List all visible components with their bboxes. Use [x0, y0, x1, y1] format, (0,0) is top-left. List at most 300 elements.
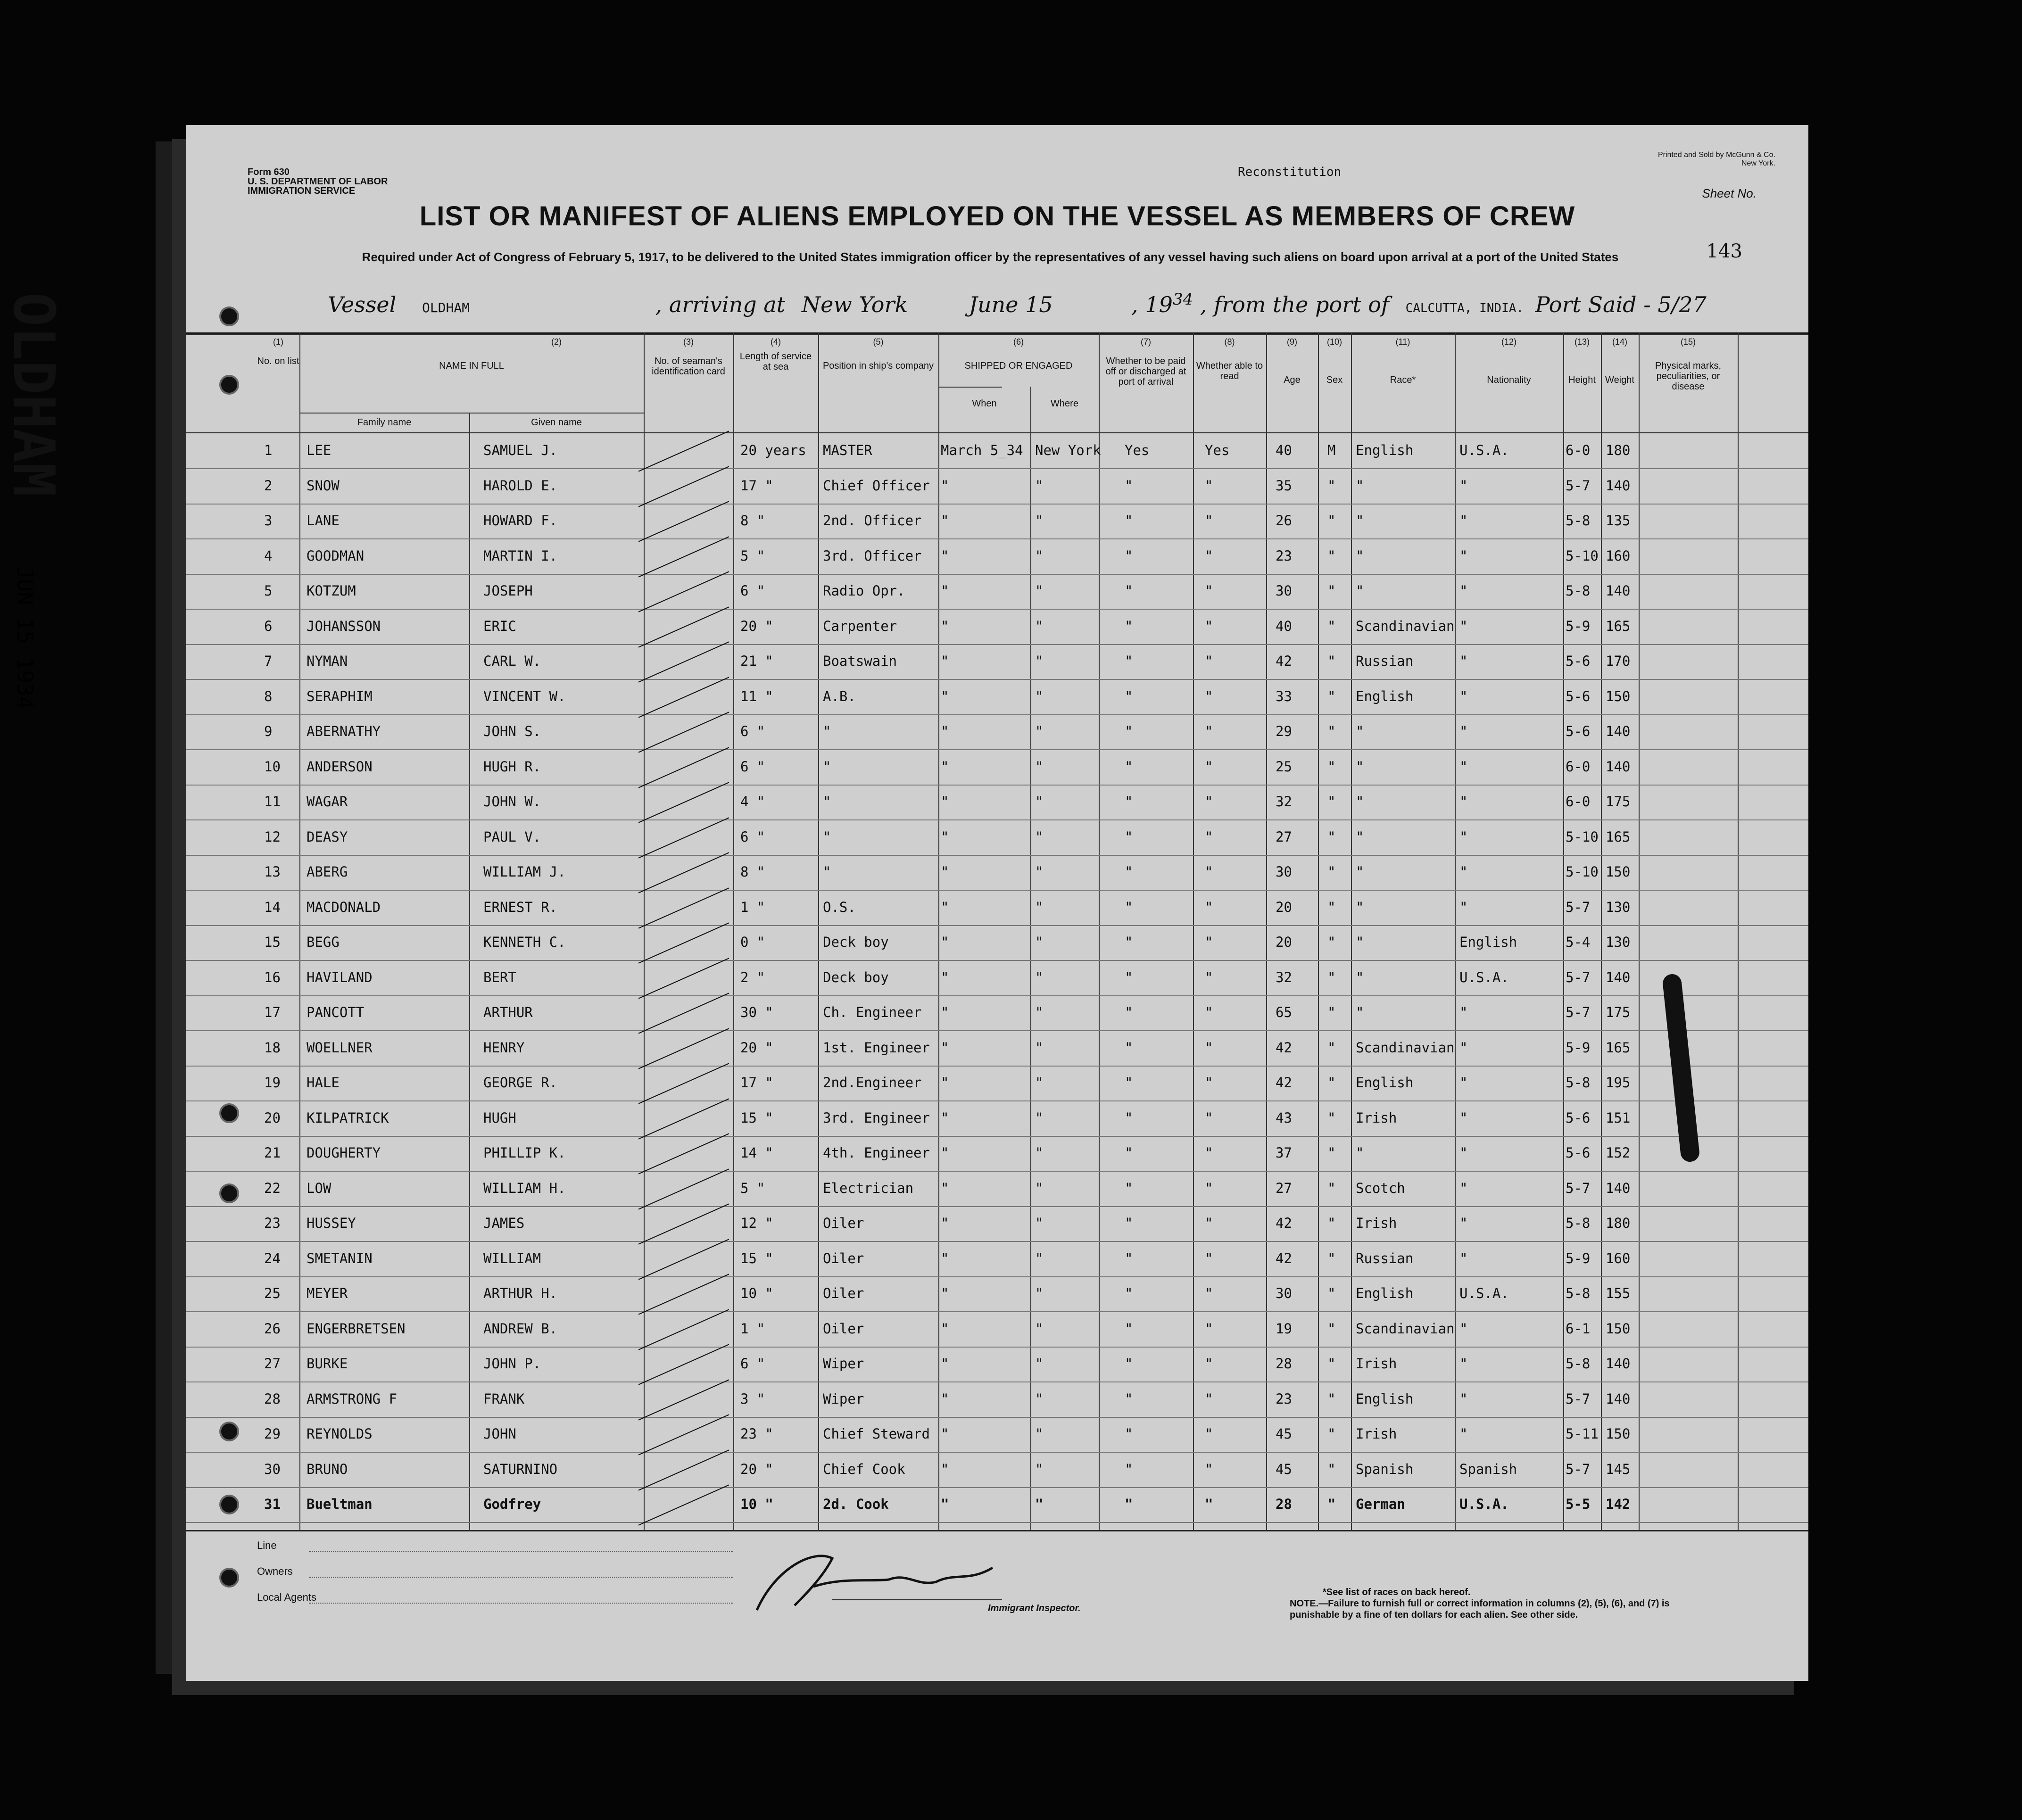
- cell-weight: 152: [1606, 1145, 1631, 1161]
- cell-shipped-where: ": [1035, 1145, 1044, 1161]
- cell-age: 26: [1276, 513, 1292, 529]
- table-row: [186, 1382, 1808, 1417]
- cell-row-number: 8: [264, 688, 273, 704]
- cell-weight: 140: [1606, 477, 1631, 494]
- footer-owners-rule: [309, 1577, 733, 1578]
- id-card-slash: [638, 993, 729, 1034]
- cell-paid-off: ": [1125, 583, 1133, 599]
- table-row: [186, 469, 1808, 504]
- cell-row-number: 2: [264, 477, 273, 494]
- cell-shipped-where: ": [1035, 1075, 1044, 1091]
- id-card-slash: [638, 711, 729, 753]
- cell-given-name: CARL W.: [483, 653, 541, 669]
- cell-sex: ": [1327, 758, 1336, 775]
- cell-able-to-read: ": [1205, 794, 1213, 810]
- punch-hole: [219, 1568, 239, 1588]
- cell-family-name: HAVILAND: [307, 969, 373, 985]
- cell-shipped-when: ": [941, 618, 949, 634]
- cell-height: 5-7: [1566, 969, 1591, 985]
- cell-weight: 160: [1606, 1250, 1631, 1266]
- cell-given-name: VINCENT W.: [483, 688, 566, 704]
- cell-able-to-read: ": [1205, 583, 1213, 599]
- cell-paid-off: ": [1125, 758, 1133, 775]
- table-row: [186, 891, 1808, 926]
- cell-weight: 155: [1606, 1285, 1631, 1301]
- cell-age: 42: [1276, 1215, 1292, 1231]
- cell-service-length: 8 ": [740, 864, 765, 880]
- cell-shipped-when: ": [941, 758, 949, 775]
- cell-position: ": [823, 758, 831, 775]
- cell-shipped-when: ": [941, 1109, 949, 1126]
- id-card-slash: [638, 1063, 729, 1104]
- cell-age: 37: [1276, 1145, 1292, 1161]
- table-row: [186, 855, 1808, 890]
- table-row: [186, 715, 1808, 750]
- cell-age: 28: [1276, 1356, 1292, 1372]
- cell-paid-off: ": [1125, 1215, 1133, 1231]
- cell-able-to-read: ": [1205, 864, 1213, 880]
- cell-shipped-where: ": [1035, 1004, 1044, 1020]
- cell-paid-off: ": [1125, 688, 1133, 704]
- table-row: [186, 1031, 1808, 1066]
- cell-race: Irish: [1356, 1426, 1397, 1442]
- table-row: [186, 820, 1808, 855]
- cell-shipped-where: ": [1035, 1180, 1044, 1196]
- cell-service-length: 30 ": [740, 1004, 773, 1020]
- cell-position: ": [823, 828, 831, 845]
- table-row: [186, 1136, 1808, 1171]
- cell-able-to-read: ": [1205, 934, 1213, 950]
- cell-able-to-read: ": [1205, 899, 1213, 915]
- table-row: [186, 504, 1808, 539]
- cell-paid-off: ": [1125, 899, 1133, 915]
- id-card-slash: [638, 1168, 729, 1209]
- cell-shipped-when: ": [941, 794, 949, 810]
- cell-weight: 195: [1606, 1075, 1631, 1091]
- cell-able-to-read: ": [1205, 1356, 1213, 1372]
- cell-position: Ch. Engineer: [823, 1004, 922, 1020]
- cell-shipped-when: March 5_34: [941, 442, 1023, 458]
- cell-given-name: HOWARD F.: [483, 513, 558, 529]
- cell-row-number: 13: [264, 864, 281, 880]
- cell-weight: 140: [1606, 1390, 1631, 1407]
- cell-given-name: FRANK: [483, 1390, 525, 1407]
- id-card-slash: [638, 782, 729, 823]
- cell-service-length: 14 ": [740, 1145, 773, 1161]
- cell-row-number: 20: [264, 1109, 281, 1126]
- cell-shipped-where: ": [1035, 583, 1044, 599]
- cell-shipped-where: ": [1035, 934, 1044, 950]
- cell-race: Scandinavian: [1356, 1320, 1455, 1337]
- table-row: [186, 574, 1808, 609]
- cell-paid-off: ": [1125, 1461, 1133, 1477]
- cell-given-name: ARTHUR: [483, 1004, 533, 1020]
- cell-nationality: ": [1459, 547, 1468, 564]
- cell-able-to-read: ": [1205, 1180, 1213, 1196]
- cell-weight: 150: [1606, 1426, 1631, 1442]
- cell-weight: 140: [1606, 583, 1631, 599]
- cell-age: 27: [1276, 828, 1292, 845]
- cell-weight: 175: [1606, 794, 1631, 810]
- cell-shipped-when: ": [941, 1356, 949, 1372]
- cell-height: 5-6: [1566, 1109, 1591, 1126]
- cell-age: 29: [1276, 723, 1292, 739]
- header-name: NAME IN FULL: [439, 361, 504, 371]
- cell-given-name: KENNETH C.: [483, 934, 566, 950]
- id-card-slash: [638, 501, 729, 542]
- cell-weight: 130: [1606, 934, 1631, 950]
- id-card-slash: [638, 1098, 729, 1139]
- col-num: (8): [1224, 337, 1235, 347]
- cell-able-to-read: ": [1205, 653, 1213, 669]
- header-where: Where: [1051, 398, 1078, 409]
- cell-shipped-when: ": [941, 864, 949, 880]
- cell-able-to-read: ": [1205, 758, 1213, 775]
- cell-position: Oiler: [823, 1215, 864, 1231]
- cell-nationality: U.S.A.: [1459, 969, 1509, 985]
- cell-paid-off: ": [1125, 794, 1133, 810]
- cell-shipped-when: ": [941, 1145, 949, 1161]
- form-label: Form 630 U. S. DEPARTMENT OF LABOR IMMIGRATION SERVICE: [248, 167, 388, 196]
- cell-row-number: 24: [264, 1250, 281, 1266]
- cell-given-name: JOHN S.: [483, 723, 541, 739]
- cell-row-number: 31: [264, 1496, 281, 1512]
- cell-paid-off: ": [1125, 1075, 1133, 1091]
- id-card-slash: [638, 430, 729, 472]
- col-num: (7): [1141, 337, 1151, 347]
- cell-given-name: PHILLIP K.: [483, 1145, 566, 1161]
- cell-age: 33: [1276, 688, 1292, 704]
- cell-weight: 142: [1606, 1496, 1631, 1512]
- cell-shipped-when: ": [941, 934, 949, 950]
- cell-shipped-when: ": [941, 969, 949, 985]
- cell-sex: M: [1327, 442, 1336, 458]
- cell-family-name: ABERNATHY: [307, 723, 381, 739]
- cell-position: 3rd. Officer: [823, 547, 922, 564]
- cell-sex: ": [1327, 1180, 1336, 1196]
- header-paidoff: Whether to be paid off or discharged at port of arrival: [1105, 356, 1186, 387]
- cell-service-length: 1 ": [740, 899, 765, 915]
- id-card-slash: [638, 1239, 729, 1280]
- cell-able-to-read: ": [1205, 969, 1213, 985]
- cell-paid-off: ": [1125, 477, 1133, 494]
- cell-race: Scandinavian: [1356, 618, 1455, 634]
- cell-weight: 175: [1606, 1004, 1631, 1020]
- cell-position: Wiper: [823, 1356, 864, 1372]
- cell-family-name: REYNOLDS: [307, 1426, 373, 1442]
- cell-nationality: ": [1459, 1426, 1468, 1442]
- table-row: [186, 785, 1808, 820]
- cell-given-name: JOHN W.: [483, 794, 541, 810]
- cell-shipped-when: ": [941, 1496, 949, 1512]
- year-prefix: , 19: [1131, 292, 1173, 318]
- cell-paid-off: ": [1125, 934, 1133, 950]
- cell-paid-off: ": [1125, 1004, 1133, 1020]
- cell-nationality: ": [1459, 1075, 1468, 1091]
- cell-age: 35: [1276, 477, 1292, 494]
- cell-sex: ": [1327, 1496, 1336, 1512]
- cell-weight: 140: [1606, 1180, 1631, 1196]
- cell-able-to-read: ": [1205, 1390, 1213, 1407]
- cell-row-number: 28: [264, 1390, 281, 1407]
- printer-credit: Printed and Sold by McGunn & Co. New York.: [1657, 151, 1775, 167]
- id-card-slash: [638, 536, 729, 577]
- cell-race: ": [1356, 899, 1364, 915]
- cell-row-number: 27: [264, 1356, 281, 1372]
- header-weight: Weight: [1605, 375, 1634, 385]
- departure-port: CALCUTTA, INDIA.: [1405, 301, 1524, 316]
- cell-weight: 140: [1606, 758, 1631, 775]
- cell-height: 5-7: [1566, 1390, 1591, 1407]
- cell-row-number: 29: [264, 1426, 281, 1442]
- cell-height: 5-11: [1566, 1426, 1599, 1442]
- cell-family-name: BRUNO: [307, 1461, 348, 1477]
- cell-sex: ": [1327, 1075, 1336, 1091]
- header-no: No. on list: [257, 356, 299, 366]
- cell-service-length: 5 ": [740, 547, 765, 564]
- cell-family-name: ENGERBRETSEN: [307, 1320, 406, 1337]
- cell-given-name: HAROLD E.: [483, 477, 558, 494]
- cell-row-number: 23: [264, 1215, 281, 1231]
- cell-weight: 165: [1606, 618, 1631, 634]
- cell-height: 5-6: [1566, 723, 1591, 739]
- cell-age: 43: [1276, 1109, 1292, 1126]
- cell-sex: ": [1327, 513, 1336, 529]
- cell-sex: ": [1327, 1215, 1336, 1231]
- cell-paid-off: ": [1125, 723, 1133, 739]
- cell-age: 42: [1276, 653, 1292, 669]
- cell-sex: ": [1327, 969, 1336, 985]
- cell-service-length: 20 ": [740, 618, 773, 634]
- cell-shipped-where: ": [1035, 653, 1044, 669]
- col-num: (11): [1395, 337, 1410, 347]
- reconstitution-stamp: Reconstitution: [1238, 165, 1342, 179]
- cell-given-name: ERIC: [483, 618, 516, 634]
- cell-family-name: JOHANSSON: [307, 618, 381, 634]
- cell-shipped-when: ": [941, 583, 949, 599]
- cell-paid-off: ": [1125, 1426, 1133, 1442]
- cell-age: 19: [1276, 1320, 1292, 1337]
- cell-nationality: ": [1459, 583, 1468, 599]
- cell-weight: 150: [1606, 688, 1631, 704]
- footer-owners-label: Owners: [257, 1565, 293, 1577]
- cell-family-name: ARMSTRONG F: [307, 1390, 398, 1407]
- cell-sex: ": [1327, 547, 1336, 564]
- cell-race: German: [1356, 1496, 1405, 1512]
- cell-weight: 140: [1606, 969, 1631, 985]
- cell-race: ": [1356, 794, 1364, 810]
- cell-service-length: 3 ": [740, 1390, 765, 1407]
- cell-family-name: HALE: [307, 1075, 340, 1091]
- cell-position: A.B.: [823, 688, 856, 704]
- cell-nationality: ": [1459, 1180, 1468, 1196]
- cell-service-length: 15 ": [740, 1250, 773, 1266]
- cell-weight: 135: [1606, 513, 1631, 529]
- cell-nationality: ": [1459, 1004, 1468, 1020]
- cell-shipped-when: ": [941, 828, 949, 845]
- header-when: When: [972, 398, 997, 409]
- cell-sex: ": [1327, 1285, 1336, 1301]
- col-num: (15): [1680, 337, 1696, 347]
- cell-shipped-when: ": [941, 1039, 949, 1056]
- cell-race: ": [1356, 864, 1364, 880]
- cell-paid-off: ": [1125, 513, 1133, 529]
- cell-race: English: [1356, 688, 1414, 704]
- cell-family-name: BEGG: [307, 934, 340, 950]
- table-row: [186, 1207, 1808, 1241]
- cell-service-length: 6 ": [740, 758, 765, 775]
- cell-height: 5-8: [1566, 583, 1591, 599]
- cell-position: Oiler: [823, 1250, 864, 1266]
- cell-position: Chief Cook: [823, 1461, 905, 1477]
- cell-able-to-read: ": [1205, 618, 1213, 634]
- cell-weight: 160: [1606, 547, 1631, 564]
- cell-sex: ": [1327, 653, 1336, 669]
- id-card-slash: [638, 922, 729, 963]
- col-num: (3): [683, 337, 694, 347]
- table-row: [186, 961, 1808, 996]
- id-card-slash: [638, 641, 729, 682]
- cell-height: 5-9: [1566, 1039, 1591, 1056]
- cell-family-name: WOELLNER: [307, 1039, 373, 1056]
- cell-able-to-read: ": [1205, 688, 1213, 704]
- col-num: (5): [873, 337, 884, 347]
- cell-race: ": [1356, 1004, 1364, 1020]
- cell-row-number: 9: [264, 723, 273, 739]
- cell-given-name: ERNEST R.: [483, 899, 558, 915]
- cell-nationality: ": [1459, 477, 1468, 494]
- cell-shipped-where: ": [1035, 969, 1044, 985]
- cell-height: 5-6: [1566, 688, 1591, 704]
- cell-shipped-when: ": [941, 1426, 949, 1442]
- cell-family-name: KILPATRICK: [307, 1109, 389, 1126]
- id-card-slash: [638, 1414, 729, 1455]
- cell-given-name: PAUL V.: [483, 828, 541, 845]
- id-card-slash: [638, 747, 729, 788]
- table-row: [186, 680, 1808, 715]
- cell-shipped-where: ": [1035, 513, 1044, 529]
- cell-family-name: DOUGHERTY: [307, 1145, 381, 1161]
- margin-date: JUN 15 1934: [12, 566, 38, 710]
- vessel-line: [328, 290, 1707, 317]
- table-row: [186, 645, 1808, 679]
- cell-height: 5-8: [1566, 513, 1591, 529]
- cell-age: 42: [1276, 1039, 1292, 1056]
- cell-able-to-read: ": [1205, 1109, 1213, 1126]
- footer-notes: [1290, 1587, 1714, 1621]
- cell-service-length: 4 ": [740, 794, 765, 810]
- cell-shipped-where: ": [1035, 1356, 1044, 1372]
- header-age: Age: [1284, 375, 1301, 385]
- cell-nationality: ": [1459, 1145, 1468, 1161]
- cell-height: 5-6: [1566, 653, 1591, 669]
- cell-nationality: U.S.A.: [1459, 1496, 1509, 1512]
- cell-family-name: LOW: [307, 1180, 331, 1196]
- cell-nationality: ": [1459, 513, 1468, 529]
- cell-row-number: 22: [264, 1180, 281, 1196]
- header-shipped: SHIPPED OR ENGAGED: [964, 361, 1073, 371]
- cell-able-to-read: ": [1205, 1320, 1213, 1337]
- cell-service-length: 10 ": [740, 1285, 773, 1301]
- col-num: (10): [1326, 337, 1342, 347]
- cell-sex: ": [1327, 1390, 1336, 1407]
- cell-given-name: GEORGE R.: [483, 1075, 558, 1091]
- arrival-year: 34: [1172, 290, 1193, 309]
- cell-paid-off: ": [1125, 618, 1133, 634]
- cell-shipped-where: ": [1035, 899, 1044, 915]
- cell-sex: ": [1327, 1004, 1336, 1020]
- cell-weight: 150: [1606, 864, 1631, 880]
- cell-row-number: 3: [264, 513, 273, 529]
- cell-height: 5-10: [1566, 828, 1599, 845]
- cell-family-name: KOTZUM: [307, 583, 356, 599]
- cell-weight: 151: [1606, 1109, 1631, 1126]
- cell-position: Carpenter: [823, 618, 897, 634]
- id-card-slash: [638, 958, 729, 999]
- cell-shipped-where: ": [1035, 1426, 1044, 1442]
- cell-race: ": [1356, 583, 1364, 599]
- table-row: [186, 1066, 1808, 1101]
- cell-race: Scotch: [1356, 1180, 1405, 1196]
- cell-race: ": [1356, 828, 1364, 845]
- cell-race: English: [1356, 1285, 1414, 1301]
- cell-paid-off: ": [1125, 1356, 1133, 1372]
- cell-age: 42: [1276, 1075, 1292, 1091]
- cell-family-name: GOODMAN: [307, 547, 365, 564]
- cell-family-name: LEE: [307, 442, 331, 458]
- cell-able-to-read: ": [1205, 1285, 1213, 1301]
- cell-given-name: WILLIAM J.: [483, 864, 566, 880]
- cell-height: 5-10: [1566, 547, 1599, 564]
- cell-nationality: ": [1459, 723, 1468, 739]
- manifest-sheet: [186, 125, 1808, 1681]
- cell-race: ": [1356, 547, 1364, 564]
- cell-age: 40: [1276, 618, 1292, 634]
- cell-nationality: ": [1459, 1250, 1468, 1266]
- cell-race: ": [1356, 758, 1364, 775]
- cell-family-name: SNOW: [307, 477, 340, 494]
- cell-nationality: ": [1459, 688, 1468, 704]
- cell-service-length: 10 ": [740, 1496, 773, 1512]
- cell-able-to-read: ": [1205, 1215, 1213, 1231]
- cell-row-number: 18: [264, 1039, 281, 1056]
- cell-shipped-when: ": [941, 1320, 949, 1337]
- cell-shipped-when: ": [941, 899, 949, 915]
- cell-shipped-where: ": [1035, 1320, 1044, 1337]
- id-card-slash: [638, 1344, 729, 1385]
- vessel-label: Vessel: [328, 292, 397, 318]
- cell-paid-off: ": [1125, 1109, 1133, 1126]
- cell-height: 5-7: [1566, 477, 1591, 494]
- cell-row-number: 25: [264, 1285, 281, 1301]
- arrival-port: New York: [801, 292, 908, 318]
- header-idcard: No. of seaman's identification card: [652, 356, 725, 377]
- cell-shipped-where: ": [1035, 794, 1044, 810]
- cell-race: ": [1356, 934, 1364, 950]
- cell-nationality: ": [1459, 1320, 1468, 1337]
- cell-position: O.S.: [823, 899, 856, 915]
- fine-note: NOTE.—Failure to furnish full or correct information in columns (2), (5), (6), and (7) is punishable by a fine of ten dollars for each alien. See other side.: [1290, 1598, 1670, 1620]
- footer-line-rule: [309, 1551, 733, 1552]
- cell-nationality: ": [1459, 1390, 1468, 1407]
- cell-sex: ": [1327, 1145, 1336, 1161]
- cell-service-length: 15 ": [740, 1109, 773, 1126]
- cell-able-to-read: ": [1205, 1426, 1213, 1442]
- cell-weight: 130: [1606, 899, 1631, 915]
- cell-given-name: JOSEPH: [483, 583, 533, 599]
- id-card-slash: [638, 677, 729, 718]
- cell-weight: 140: [1606, 723, 1631, 739]
